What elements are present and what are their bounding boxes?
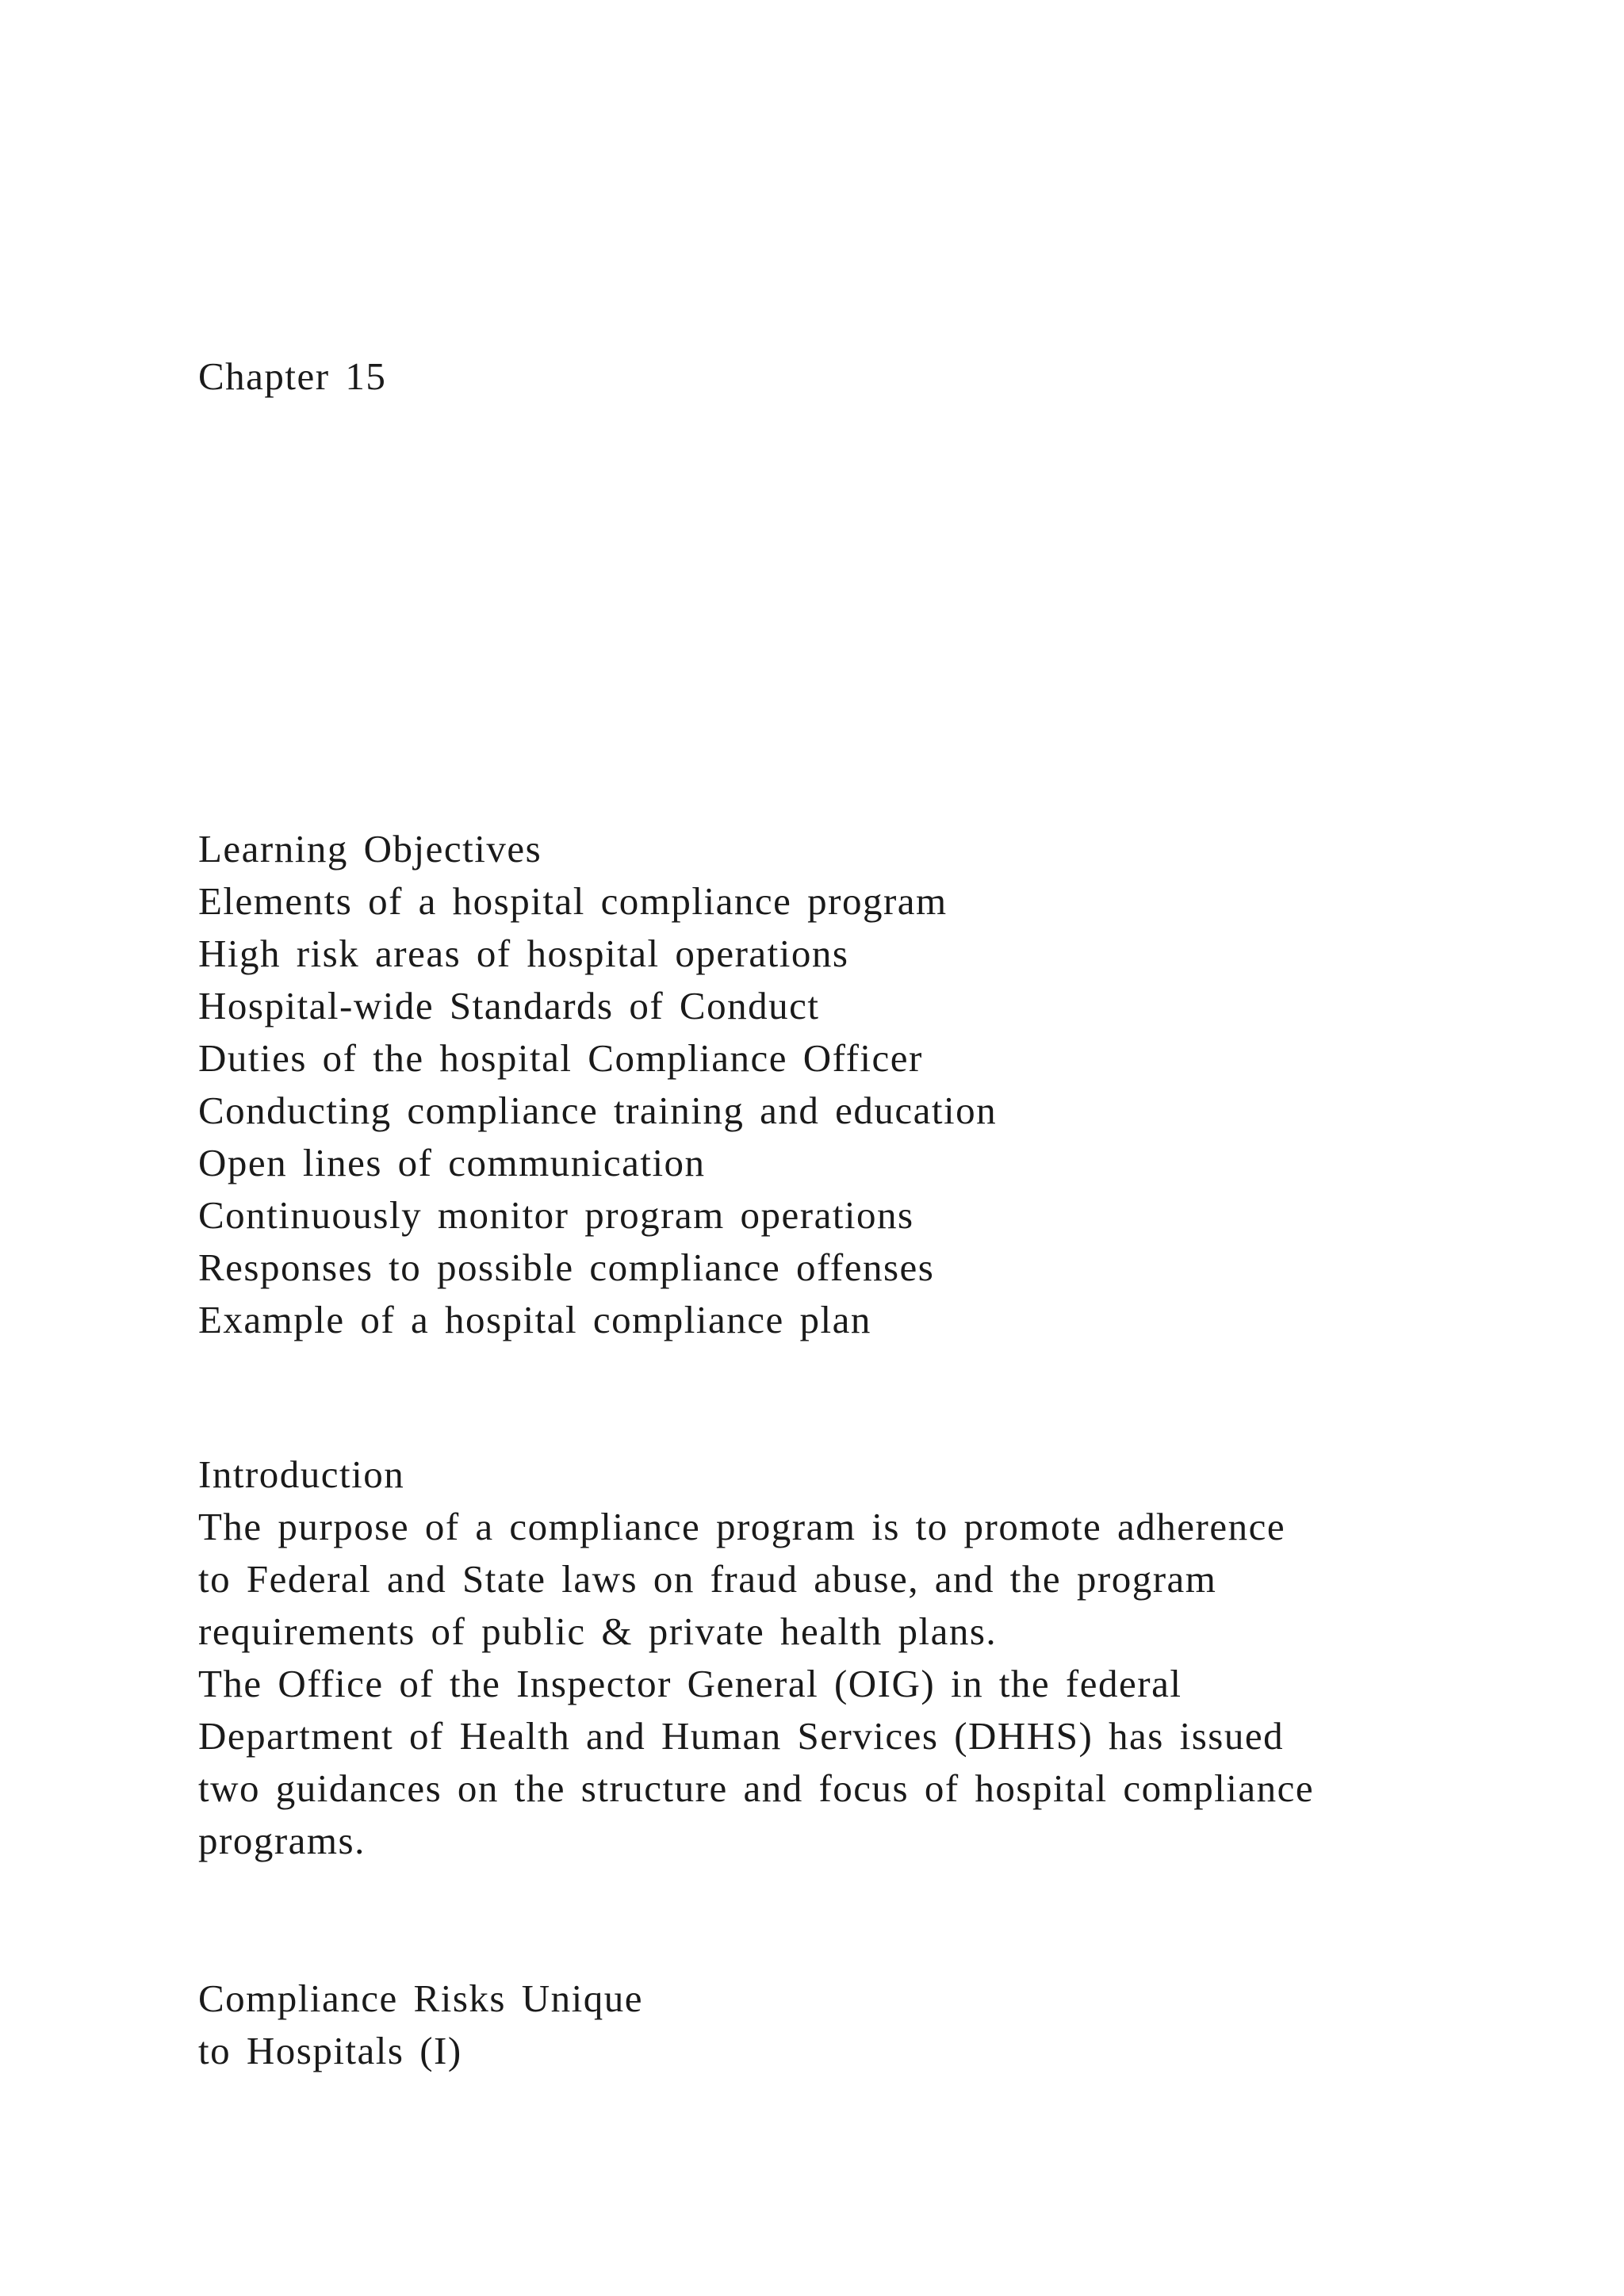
introduction-section bbox=[198, 1448, 1467, 1867]
introduction-line: requirements of public & private health plans. bbox=[198, 1609, 998, 1653]
compliance-risks-heading-line: to Hospitals (I) bbox=[198, 2029, 462, 2072]
introduction-line: The purpose of a compliance program is to promote adherence bbox=[198, 1505, 1286, 1548]
objective-item: High risk areas of hospital operations bbox=[198, 932, 849, 975]
introduction-heading: Introduction bbox=[198, 1452, 405, 1496]
compliance-risks-heading-line: Compliance Risks Unique bbox=[198, 1976, 643, 2020]
objective-item: Open lines of communication bbox=[198, 1141, 706, 1184]
objective-item: Example of a hospital compliance plan bbox=[198, 1298, 871, 1341]
introduction-line: Department of Health and Human Services (DHHS) has issued bbox=[198, 1714, 1285, 1758]
introduction-line: two guidances on the structure and focus of hospital compliance bbox=[198, 1766, 1315, 1810]
compliance-risks-section bbox=[198, 1973, 1467, 2077]
objective-item: Responses to possible compliance offenses bbox=[198, 1246, 935, 1289]
objective-item: Conducting compliance training and education bbox=[198, 1089, 998, 1132]
chapter-title: Chapter 15 bbox=[198, 354, 387, 398]
objective-item: Elements of a hospital compliance program bbox=[198, 879, 948, 923]
objective-item: Continuously monitor program operations bbox=[198, 1193, 914, 1237]
introduction-line: to Federal and State laws on fraud abuse, and the program bbox=[198, 1557, 1217, 1601]
objective-item: Hospital-wide Standards of Conduct bbox=[198, 984, 820, 1027]
chapter-section bbox=[198, 350, 1467, 403]
learning-objectives-heading: Learning Objectives bbox=[198, 827, 542, 871]
introduction-line: The Office of the Inspector General (OIG) in the federal bbox=[198, 1662, 1182, 1705]
objective-item: Duties of the hospital Compliance Officer bbox=[198, 1036, 923, 1080]
learning-objectives-section bbox=[198, 823, 1467, 1346]
introduction-line: programs. bbox=[198, 1819, 366, 1862]
